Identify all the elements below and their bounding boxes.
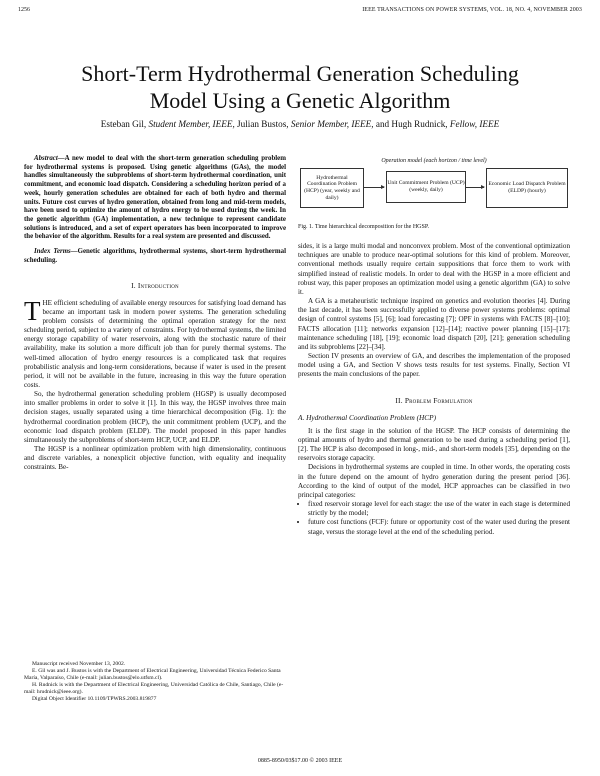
title-line-2: Model Using a Genetic Algorithm — [149, 88, 451, 113]
arrow-icon — [363, 187, 384, 188]
drop-cap: T — [24, 295, 41, 326]
eldp-box — [486, 168, 568, 208]
title-line-1: Short-Term Hydrothermal Generation Scheduling — [81, 61, 519, 86]
page-header — [18, 7, 582, 17]
left-column — [24, 155, 286, 473]
hcp-paragraph-1: It is the first stage in the solution of the HGSP. The HCP consists of determining the optimal amounts of hydro and thermal generation to be used during a scheduling period [1], [2]. The HCP is also decomposed in long-, mid-, and short-term models [35], depending on the reservoirs storage capacity. — [298, 426, 570, 463]
eldp-box-label: Economic Load Dispatch Problem (ELDP) (hourly) — [488, 181, 566, 194]
author-3: and Hugh Rudnick, — [375, 119, 448, 129]
intro-paragraph-1 — [24, 295, 286, 391]
page-number: 1256 — [18, 7, 30, 13]
author-2: Julian Bustos, — [237, 119, 289, 129]
section-heading-introduction — [24, 281, 286, 290]
footnote-3: H. Rudnick is with the Department of Electrical Engineering, Universidad Católica de Chile, Santiago, Chile (e-mail: hrudnick@ieee.org). — [24, 682, 284, 695]
section-title: Problem Formulation — [404, 395, 473, 405]
ucp-box-label: Unit Commitment Problem (UCP) (weekly, daily) — [387, 180, 465, 193]
index-terms-text: Genetic algorithms, hydrothermal systems, short-term hydrothermal scheduling. — [24, 248, 286, 264]
hcp-box-label: Hydrothermal Coordination Problem (HCP) (year, weekly and daily) — [304, 174, 360, 201]
copyright-footer: 0885-8950/03$17.00 © 2003 IEEE — [257, 758, 343, 764]
footnote-4: Digital Object Identifier 10.1109/TPWRS.2003.819877 — [32, 696, 157, 702]
figure-1 — [298, 157, 570, 219]
paper-title — [18, 60, 582, 114]
abstract-label: Abstract— — [34, 155, 65, 162]
intro-paragraph-1-text: HE efficient scheduling of available energy resources for satisfying load demand has became an important task in modern power systems. The generation scheduling problem consists of determining the optimal operation strategy for the next scheduling period, subject to a variety of constraints. For hydrothermal systems, the limited energy storage capability of water reservoirs, along with the stochastic nature of their availability, make its solution a more difficult job than for purely thermal systems. The well-timed allocation of hydro energy resources is a complicated task that requires probabilistic analysis and long-term considerations, because if water is used in the present period, it will not be available in the future, increasing in this way the future operation costs. — [24, 298, 286, 389]
right-paragraph-3: Section IV presents an overview of GA, and describes the implementation of the proposed model using a GA, and Section V shows tests results for test systems. Finally, Section VI presents the main conclusions of the paper. — [298, 352, 570, 379]
hcp-paragraph-2: Decisions in hydrothermal systems are coupled in time. In other words, the operating costs in the future depend on the amount of hydro generation during the present period [36]. According to the kind of output of the model, HCP approaches can be classified in two principal categories: — [298, 463, 570, 499]
author-1: Esteban Gil, — [100, 119, 147, 129]
hcp-box — [300, 168, 364, 208]
arrow-icon — [465, 187, 484, 188]
abstract — [24, 155, 286, 242]
intro-paragraph-2: So, the hydrothermal generation scheduling problem (HGSP) is usually decomposed into smaller problems in order to solve it [1]. In this way, the HGSP involves three main decision stages, usually separated using a time hierarchical decomposition (Fig. 1): the hydrothermal coordination problem (HCP), the unit commitment problem (UCP), and the economic load dispatch problem (ELDP). The model proposed in this paper handles simultaneously the subproblems of short-term HCP, UCP, and ELDP. — [24, 390, 286, 444]
subsection-heading-hcp: A. Hydrothermal Coordination Problem (HCP) — [298, 412, 437, 422]
footnote-2: E. Gil was and J. Bustos is with the Department of Electrical Engineering, Universidad Técnica Federico Santa María, Valparaíso, Chile (e-mail: julian.bustos@elo.utfsm.cl). — [24, 668, 281, 681]
list-item: • future cost functions (FCF): future or opportunity cost of the water used during the present stage, versus the storage level at the end of the scheduling period. — [308, 518, 570, 536]
author-3-role: Fellow, IEEE — [449, 119, 500, 129]
ucp-box — [386, 171, 466, 203]
section-number: II. — [395, 395, 403, 405]
author-1-role: Student Member, IEEE, — [148, 119, 235, 129]
right-column — [298, 157, 570, 537]
author-list — [18, 119, 582, 129]
abstract-text: A new model to deal with the short-term generation scheduling problem for hydrothermal systems is proposed. Using genetic algorithms (GAs), the model handles simultaneously the subproblems of short-term hydrothermal coordination, unit commitment, and economic load dispatch. Considering a scheduling horizon period of a week, hourly generation schedules are obtained for each of both hydro and thermal units. Future cost curves of hydro generation, obtained from long and mid-term models, have been used to optimize the amount of hydro energy to be used during the week. In the genetic algorithm (GA) implementation, a new technique to represent candidate solutions is introduced, and a set of expert operators has been incorporated to improve the behavior of the algorithm. Results for a real system are presented and discussed. — [24, 155, 286, 241]
right-paragraph-2: A GA is a metaheuristic technique inspired on genetics and evolution theories [4]. During the last decade, it has been successfully applied to diverse power systems problems: optimal design of control systems [5], [6]; load forecasting [7]; OPF in systems with FACTS [8]–[10]; FACTS allocation [11]; networks expansion [12]–[14]; reactive power planning [15]–[17]; maintenance scheduling [18], [19]; economic load dispatch [20], [21]; generation scheduling and its subproblems [22]–[34]. — [298, 297, 570, 351]
hcp-category-list — [298, 500, 570, 537]
right-paragraph-1: sides, it is a large multi modal and nonconvex problem. Most of the conventional optimization techniques are unable to produce near-optimal solutions for this kind of problem. Moreover, conventional methods usually require certain suppositions that force them to work with simplified instead of realistic models. In order to deal with the HGSP in a more efficient and robust way, this paper proposes an optimization model using a genetic algorithm (GA) to solve it. — [298, 242, 570, 296]
section-number: I. — [131, 281, 136, 291]
index-terms-label: Index Terms— — [34, 248, 78, 256]
index-terms — [24, 248, 286, 265]
footnote-1: Manuscript received November 13, 2002. — [32, 661, 126, 667]
author-2-role: Senior Member, IEEE, — [290, 119, 374, 129]
figure-title: Operation model (each horizon / time level) — [381, 158, 487, 164]
footnotes — [24, 661, 286, 703]
list-item: • fixed reservoir storage level for each stage: the use of the water in each stage is determined strictly by the model; — [308, 500, 570, 518]
section-heading-problem-formulation — [298, 396, 570, 405]
figure-caption: Fig. 1. Time hierarchical decomposition for the HGSP. — [298, 224, 429, 230]
section-title: Introduction — [137, 281, 179, 291]
journal-header: IEEE TRANSACTIONS ON POWER SYSTEMS, VOL. 18, NO. 4, NOVEMBER 2003 — [362, 7, 582, 13]
intro-paragraph-3: The HGSP is a nonlinear optimization problem with high dimensionality, continuous and discrete variables, a nonexplicit objective function, with equality and inequality constraints. Be- — [24, 445, 286, 472]
